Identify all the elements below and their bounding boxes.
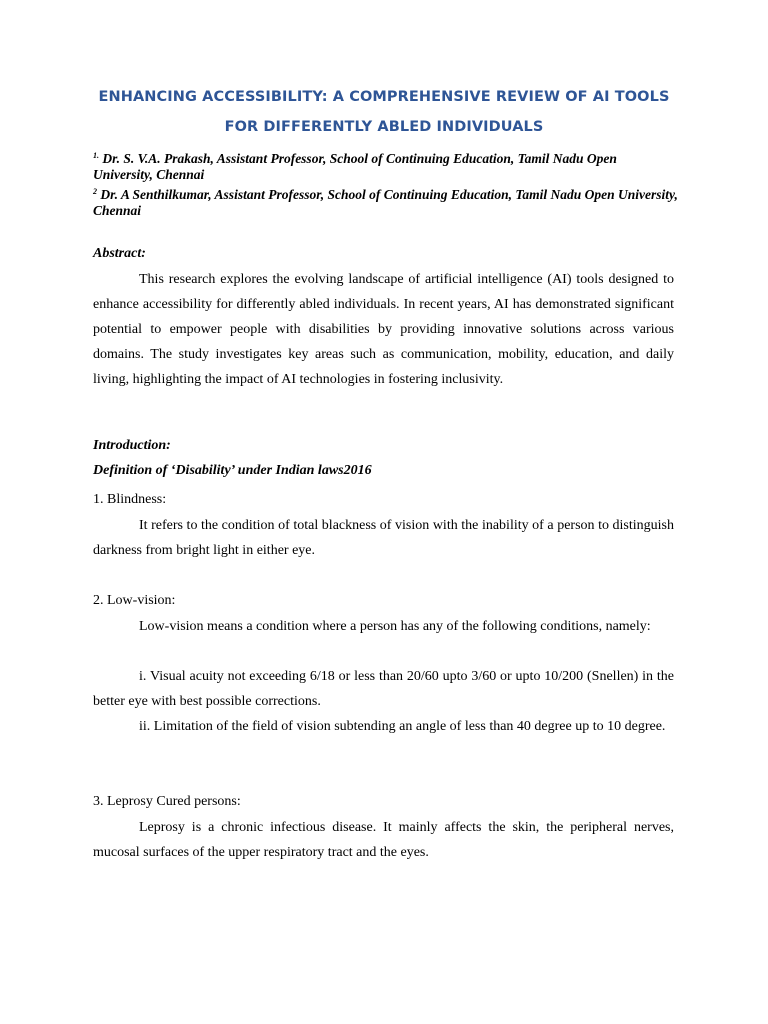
introduction-heading: Introduction:: [93, 438, 171, 453]
abstract-heading: Abstract:: [93, 246, 146, 261]
leprosy-paragraph: Leprosy is a chronic infectious disease. It mainly affects the skin, the peripheral nerves, mucosal surfaces of the upper respiratory tract and the eyes.: [93, 820, 674, 860]
low-vision-item-i: i. Visual acuity not exceeding 6/18 or less than 20/60 upto 3/60 or upto 10/200 (Snellen) in the better eye with best possible corrections.: [93, 669, 674, 709]
author-2-text: Dr. A Senthilkumar, Assistant Professor, School of Continuing Education, Tamil Nadu Open University, Chennai: [93, 187, 678, 218]
abstract-paragraph: This research explores the evolving landscape of artificial intelligence (AI) tools designed to enhance accessibility for differently abled individuals. In recent years, AI has demonstrated significant potential to empower people with disabilities by providing innovative solutions across various domains. The study investigates key areas such as communication, mobility, education, and daily living, highlighting the impact of AI technologies in fostering inclusivity.: [93, 272, 674, 387]
low-vision-paragraph: Low-vision means a condition where a person has any of the following conditions, namely:: [139, 619, 651, 634]
blindness-paragraph: It refers to the condition of total blackness of vision with the inability of a person to distinguish darkness from bright light in either eye.: [93, 518, 674, 558]
low-vision-item-ii: ii. Limitation of the field of vision subtending an angle of less than 40 degree up to 10 degree.: [139, 719, 666, 734]
paper-title-line-2: FOR DIFFERENTLY ABLED INDIVIDUALS: [224, 119, 544, 135]
paper-title-line-1: ENHANCING ACCESSIBILITY: A COMPREHENSIVE REVIEW OF AI TOOLS: [98, 89, 670, 105]
low-vision-heading: 2. Low-vision:: [93, 593, 176, 608]
author-affiliation-2: [93, 184, 678, 219]
author-1-text: Dr. S. V.A. Prakash, Assistant Professor, School of Continuing Education, Tamil Nadu Open University, Chennai: [93, 151, 617, 182]
author-2-marker: 2: [93, 187, 97, 196]
author-affiliation-1: [93, 148, 678, 183]
blindness-heading: 1. Blindness:: [93, 492, 167, 507]
definition-subheading: Definition of ‘Disability’ under Indian laws2016: [93, 463, 372, 478]
author-1-marker: 1.: [93, 151, 99, 160]
leprosy-heading: 3. Leprosy Cured persons:: [93, 794, 241, 809]
